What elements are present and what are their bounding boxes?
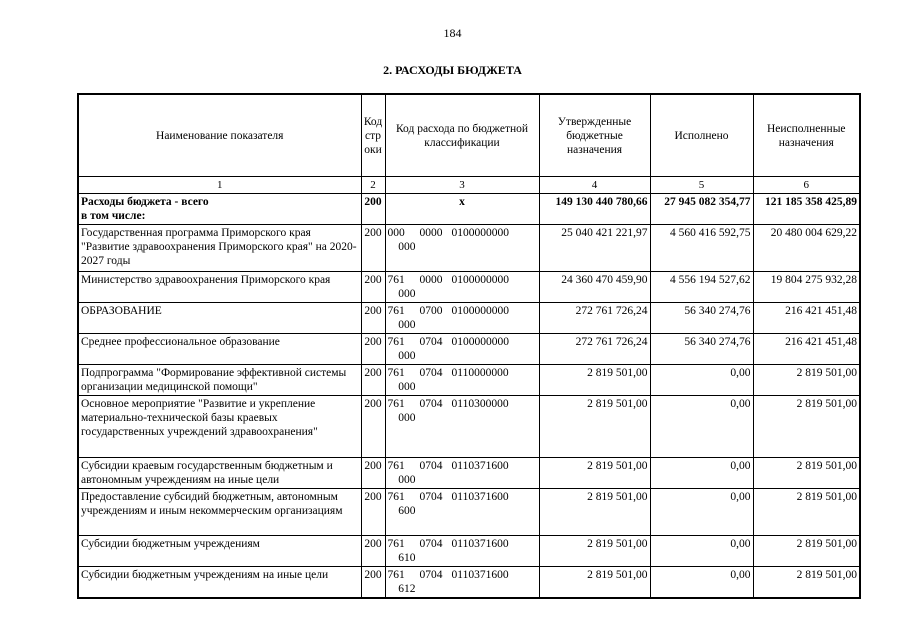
row-classification	[385, 567, 539, 599]
row-classification	[385, 303, 539, 334]
row-unexecuted: 2 819 501,00	[753, 396, 860, 458]
row-approved: 2 819 501,00	[539, 489, 650, 536]
classification-part: 0704	[419, 491, 443, 503]
classification-part: 0110371600	[451, 569, 509, 581]
classification-part: 0100000000	[451, 227, 509, 239]
column-number: 4	[539, 177, 650, 194]
row-executed: 0,00	[650, 458, 753, 489]
classification-part: 0110300000	[451, 398, 509, 410]
row-name-text: Субсидии бюджетным учреждениям на иные цели	[81, 569, 329, 581]
row-name	[78, 272, 361, 303]
row-unexecuted: 121 185 358 425,89	[753, 194, 860, 225]
classification-part: 0000	[419, 274, 443, 286]
row-name-text: Субсидии бюджетным учреждениям	[81, 538, 260, 550]
table-row	[78, 536, 860, 567]
row-classification	[385, 334, 539, 365]
row-classification	[385, 225, 539, 272]
row-classification	[385, 194, 539, 225]
row-approved: 272 761 726,24	[539, 334, 650, 365]
row-unexecuted: 2 819 501,00	[753, 365, 860, 396]
classification-part: 761	[387, 538, 405, 550]
classification-part: 761	[387, 491, 405, 503]
row-name	[78, 225, 361, 272]
header-row	[78, 94, 860, 177]
row-classification	[385, 536, 539, 567]
column-number-row	[78, 177, 860, 194]
row-name-text: Расходы бюджета - всего	[81, 196, 209, 208]
classification-part: 761	[387, 367, 405, 379]
header-classification: Код расхода по бюджетной классификации	[385, 94, 539, 177]
classification-part: 0110000000	[451, 367, 509, 379]
classification-part: 0704	[419, 367, 443, 379]
row-classification	[385, 489, 539, 536]
page-number: 184	[443, 26, 462, 40]
row-name-subtext: в том числе:	[81, 210, 146, 222]
row-code: 200	[361, 567, 385, 599]
classification-part: x	[459, 196, 465, 208]
header-approved: Утвержденные бюджетные назначения	[539, 94, 650, 177]
row-code: 200	[361, 458, 385, 489]
classification-part: 000	[398, 412, 416, 424]
classification-part: 0110371600	[451, 491, 509, 503]
table-row	[78, 272, 860, 303]
row-name-text: Государственная программа Приморского края "Развитие здравоохранения Приморского края" на 2020-2027 годы	[81, 227, 357, 267]
row-approved: 149 130 440 780,66	[539, 194, 650, 225]
row-unexecuted: 19 804 275 932,28	[753, 272, 860, 303]
row-executed: 27 945 082 354,77	[650, 194, 753, 225]
row-code: 200	[361, 536, 385, 567]
row-approved: 272 761 726,24	[539, 303, 650, 334]
row-classification	[385, 458, 539, 489]
row-approved: 24 360 470 459,90	[539, 272, 650, 303]
row-executed: 56 340 274,76	[650, 334, 753, 365]
row-unexecuted: 2 819 501,00	[753, 567, 860, 599]
row-executed: 4 560 416 592,75	[650, 225, 753, 272]
column-number: 5	[650, 177, 753, 194]
row-name	[78, 536, 361, 567]
classification-part: 0100000000	[451, 274, 509, 286]
table-row	[78, 225, 860, 272]
row-code: 200	[361, 272, 385, 303]
classification-part: 610	[398, 552, 416, 564]
row-name-text: Подпрограмма "Формирование эффективной системы организации медицинской помощи"	[81, 367, 347, 393]
column-number: 2	[361, 177, 385, 194]
header-name: Наименование показателя	[78, 94, 361, 177]
classification-part: 761	[387, 398, 405, 410]
column-number: 6	[753, 177, 860, 194]
classification-part: 761	[387, 460, 405, 472]
row-classification	[385, 365, 539, 396]
row-name	[78, 194, 361, 225]
classification-part: 0704	[419, 336, 443, 348]
header-executed: Исполнено	[650, 94, 753, 177]
row-name	[78, 334, 361, 365]
row-approved: 2 819 501,00	[539, 567, 650, 599]
row-name-text: Основное мероприятие "Развитие и укрепление материально-технической базы краевых государственных учреждений здравоохранения"	[81, 398, 318, 438]
row-executed: 0,00	[650, 489, 753, 536]
row-code: 200	[361, 396, 385, 458]
classification-part: 761	[387, 305, 405, 317]
row-approved: 2 819 501,00	[539, 396, 650, 458]
row-code: 200	[361, 365, 385, 396]
table-row	[78, 365, 860, 396]
row-name-text: Субсидии краевым государственным бюджетным и автономным учреждениям на иные цели	[81, 460, 333, 486]
classification-part: 000	[398, 288, 416, 300]
table-body	[78, 194, 860, 599]
classification-part: 000	[398, 241, 416, 253]
classification-part: 761	[387, 274, 405, 286]
classification-part: 612	[398, 583, 416, 595]
classification-part: 000	[387, 227, 405, 239]
row-code: 200	[361, 303, 385, 334]
table-row	[78, 458, 860, 489]
classification-part: 0704	[419, 460, 443, 472]
row-name	[78, 458, 361, 489]
row-unexecuted: 216 421 451,48	[753, 334, 860, 365]
table-row	[78, 396, 860, 458]
row-classification	[385, 396, 539, 458]
classification-part: 000	[398, 319, 416, 331]
header-unexecuted: Неисполненные назначения	[753, 94, 860, 177]
classification-part: 0110371600	[451, 538, 509, 550]
row-name-text: ОБРАЗОВАНИЕ	[81, 305, 162, 317]
classification-part: 761	[387, 336, 405, 348]
classification-part: 0700	[419, 305, 443, 317]
row-executed: 4 556 194 527,62	[650, 272, 753, 303]
row-approved: 25 040 421 221,97	[539, 225, 650, 272]
classification-part: 0704	[419, 569, 443, 581]
row-code: 200	[361, 225, 385, 272]
classification-part: 000	[398, 474, 416, 486]
row-name	[78, 489, 361, 536]
row-unexecuted: 20 480 004 629,22	[753, 225, 860, 272]
table-row	[78, 334, 860, 365]
budget-table	[77, 93, 861, 599]
table-row	[78, 303, 860, 334]
column-number: 1	[78, 177, 361, 194]
classification-part: 000	[398, 350, 416, 362]
table-row	[78, 489, 860, 536]
row-approved: 2 819 501,00	[539, 365, 650, 396]
row-name	[78, 396, 361, 458]
row-name	[78, 567, 361, 599]
row-executed: 0,00	[650, 567, 753, 599]
row-code: 200	[361, 194, 385, 225]
classification-part: 0704	[419, 538, 443, 550]
row-unexecuted: 2 819 501,00	[753, 489, 860, 536]
row-classification	[385, 272, 539, 303]
row-unexecuted: 2 819 501,00	[753, 536, 860, 567]
row-executed: 0,00	[650, 396, 753, 458]
classification-part: 0100000000	[451, 305, 509, 317]
classification-part: 0100000000	[451, 336, 509, 348]
table-row	[78, 194, 860, 225]
row-approved: 2 819 501,00	[539, 458, 650, 489]
table-row	[78, 567, 860, 599]
row-approved: 2 819 501,00	[539, 536, 650, 567]
classification-part: 761	[387, 569, 405, 581]
row-name	[78, 365, 361, 396]
row-executed: 0,00	[650, 536, 753, 567]
classification-part: 000	[398, 381, 416, 393]
row-executed: 56 340 274,76	[650, 303, 753, 334]
row-code: 200	[361, 334, 385, 365]
column-number: 3	[385, 177, 539, 194]
row-name-text: Предоставление субсидий бюджетным, автономным учреждениям и иным некоммерческим организациям	[81, 491, 343, 517]
row-name-text: Среднее профессиональное образование	[81, 336, 280, 348]
classification-part: 600	[398, 505, 416, 517]
row-name	[78, 303, 361, 334]
classification-part: 0000	[419, 227, 443, 239]
header-code: Код стр оки	[361, 94, 385, 177]
classification-part: 0704	[419, 398, 443, 410]
page-title: 2. РАСХОДЫ БЮДЖЕТА	[383, 63, 522, 77]
row-unexecuted: 2 819 501,00	[753, 458, 860, 489]
row-executed: 0,00	[650, 365, 753, 396]
row-code: 200	[361, 489, 385, 536]
row-name-text: Министерство здравоохранения Приморского края	[81, 274, 331, 286]
classification-part: 0110371600	[451, 460, 509, 472]
row-unexecuted: 216 421 451,48	[753, 303, 860, 334]
